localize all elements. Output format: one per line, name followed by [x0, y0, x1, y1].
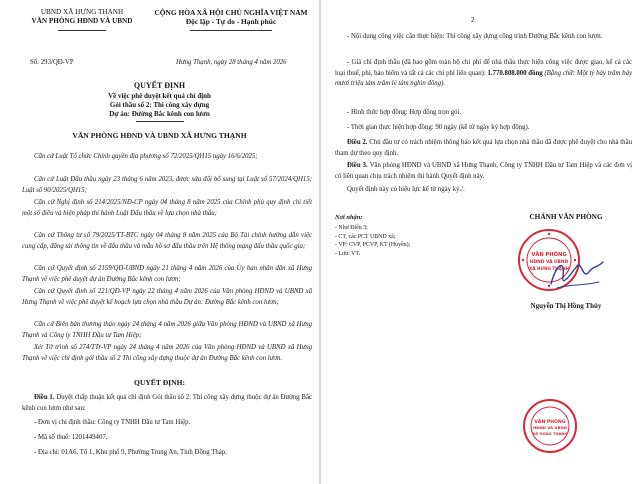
- recipient-item: - Lưu: VT.: [335, 250, 361, 257]
- decision-subject-line: Gói thầu số 2: Thi công xây dựng: [109, 101, 210, 109]
- date-line: Hưng Thạnh, ngày 28 tháng 4 năm 2026: [176, 59, 287, 66]
- page-number: 2: [471, 16, 475, 24]
- price-intro: - Giá chỉ định thầu (đã bao gồm toàn bộ chi phí để nhà thầu thực hiện công việc được giao, kể cả các loại thuế, phí, bảo hiểm và tất cả các chi phí liên quan):: [335, 59, 632, 77]
- decision-subject-line: Về việc phê duyệt kết quả chỉ định: [108, 92, 211, 100]
- recipients-list: [335, 224, 410, 258]
- svg-text:XÃ HƯNG THẠNH: XÃ HƯNG THẠNH: [532, 432, 568, 436]
- svg-text:HĐND VÀ UBND: HĐND VÀ UBND: [532, 425, 568, 430]
- recipient-item: - Như Điều 3;: [335, 225, 368, 231]
- left-header-line2: VĂN PHÒNG HĐND VÀ UBND: [31, 17, 133, 25]
- legal-ground: Căn cứ Quyết định số 2159/QĐ-UBND ngày 21 tháng 4 năm 2026 của Ủy ban nhân dân xã Hưng Thạnh về việc phê duyệt dự án Đường Bắc kênh con lươn;: [22, 265, 312, 283]
- legal-ground: Căn cứ Thông tư số 79/2025/TT-BTC ngày 04 tháng 8 năm 2025 của Bộ Tài chính hướng dẫn việc cung cấp, đăng tải thông tin về đấu thầu và mẫu hồ sơ đấu thầu trên Hệ thống mạng đấu thầu quốc gia;: [22, 232, 312, 250]
- article-3-label: Điều 3.: [347, 162, 368, 169]
- article-1-label: Điều 1.: [34, 394, 55, 401]
- official-seal-icon: [522, 398, 578, 454]
- recipients-heading: Nơi nhận:: [335, 214, 363, 221]
- recipient-item: - CT, các PCT UBND xã;: [335, 233, 396, 240]
- price-unit: đồng: [526, 69, 543, 77]
- issuing-organization: VĂN PHÒNG HĐND VÀ UBND XÃ HƯNG THẠNH: [72, 131, 247, 140]
- signer-name: Nguyễn Thị Hồng Thúy: [530, 302, 602, 310]
- right-header: [148, 8, 314, 26]
- left-header-underline: [58, 30, 106, 31]
- document-page-2: [321, 0, 640, 484]
- effective-clause: Quyết định này có hiệu lực kể từ ngày ký./.: [347, 186, 465, 193]
- article-3-text: Văn phòng HĐND và UBND xã Hưng Thạnh, Công ty TNHH Đầu tư Tam Hiệp và các đơn vị có liên quan chịu trách nhiệm thi hành Quyết định này.: [335, 162, 632, 180]
- address-line: - Địa chỉ: 01A6, Tổ 1, Khu phố 9, Phường Trung An, Tỉnh Đồng Tháp.: [34, 449, 227, 456]
- left-header: [20, 8, 144, 26]
- left-header-line1: UBND XÃ HƯNG THẠNH: [40, 8, 124, 16]
- national-title: CỘNG HÒA XÃ HỘI CHỦ NGHĨA VIỆT NAM: [154, 8, 308, 17]
- price-in-words: (Bằng chữ: Một tỷ bảy trăm bảy mươi triệu tám trăm lẻ tám nghìn đồng).: [335, 69, 632, 87]
- article-1-text: Duyệt chấp thuận kết quả chỉ định Gói thầu số 2: Thi công xây dựng thuộc dự án Đường Bắc kênh con lươn như sau:: [22, 394, 312, 412]
- article-2-label: Điều 2.: [347, 139, 368, 146]
- contract-duration: - Thời gian thực hiện hợp đồng: 90 ngày (kể từ ngày ký hợp đồng).: [347, 124, 530, 131]
- recipient-item: - VP: CVP, PCVP, KT (Huyền);: [335, 242, 411, 249]
- article-3: [335, 161, 632, 182]
- legal-ground: Căn cứ Biên bản thương thảo ngày 24 tháng 4 năm 2026 giữa Văn phòng HĐND và UBND xã Hưng Thạnh và Công ty TNHH Đầu tư Tam Hiệp;: [22, 321, 312, 339]
- legal-ground: Căn cứ Quyết định số 221/QĐ-VP ngày 22 tháng 4 năm 2026 của Văn phòng HĐND và UBND xã Hưng Thạnh về việc phê duyệt kế hoạch lựa chọn nhà thầu Dự án: Đường Bắc kênh con lươn;: [22, 288, 312, 306]
- subject-underline: [136, 121, 184, 122]
- article-2: [335, 138, 632, 159]
- decision-subject-line: Dự án: Đường Bắc kênh con lươn: [109, 110, 210, 118]
- svg-text:VĂN PHÒNG: VĂN PHÒNG: [531, 252, 567, 258]
- price-amount: 1.770.808.000: [487, 69, 527, 77]
- work-content: - Nội dung công việc cần thực hiện: Thi công xây dựng công trình Đường Bắc kênh con lươn.: [347, 33, 603, 40]
- signature-icon: [547, 254, 607, 294]
- price-paragraph: [335, 58, 632, 90]
- signer-title: CHÁNH VĂN PHÒNG: [529, 212, 603, 221]
- svg-text:XÃ HƯNG THẠNH: XÃ HƯNG THẠNH: [529, 266, 569, 271]
- contractor-line: - Đơn vị chỉ định thầu: Công ty TNHH Đầu tư Tam Hiệp.: [34, 419, 191, 426]
- tax-code-line: - Mã số thuế: 1201449407.: [34, 434, 108, 441]
- document-number: Số: 293/QĐ-VP: [30, 59, 74, 66]
- article-2-text: Chủ đầu tư có trách nhiệm thông báo kết quả lựa chọn nhà thầu đã được phê duyệt cho nhà thầu tham dự theo quy định.: [335, 139, 632, 157]
- legal-ground: Xét Tờ trình số 274/TTr-VP ngày 24 tháng 4 năm 2026 của Văn phòng HĐND và UBND xã Hưng Thạnh về việc chỉ định gói thầu số 2 Thi công xây dựng thuộc dự án Đường Bắc kênh con lươn.: [22, 344, 312, 362]
- contract-type: - Hình thức hợp đồng: Hợp đồng trọn gói.: [347, 109, 462, 116]
- decides-heading: QUYẾT ĐỊNH:: [133, 378, 186, 387]
- national-motto: Độc lập - Tự do - Hạnh phúc: [185, 17, 277, 26]
- legal-ground: Căn cứ Luật Đấu thầu ngày 23 tháng 6 năm 2023, được sửa đổi bổ sung tại Luật số 57/2024/QH15; Luật số 90/2025/QH15;: [22, 176, 312, 194]
- article-1: [22, 393, 312, 414]
- motto-underline: [190, 30, 272, 31]
- document-page-1: [0, 0, 319, 484]
- svg-text:HĐND VÀ UBND: HĐND VÀ UBND: [529, 260, 569, 265]
- legal-ground: Căn cứ Luật Tổ chức Chính quyền địa phương số 72/2025/QH15 ngày 16/6/2025;: [34, 153, 258, 160]
- legal-ground: Căn cứ Nghị định số 214/2025/NĐ-CP ngày 04 tháng 8 năm 2025 của Chính phủ quy định chi tiết một số điều và biện pháp thi hành Luật Đấu thầu về lựa chọn nhà thầu;: [22, 199, 312, 217]
- svg-text:VĂN PHÒNG: VĂN PHÒNG: [534, 420, 566, 425]
- decision-title: QUYẾT ĐỊNH: [133, 81, 186, 90]
